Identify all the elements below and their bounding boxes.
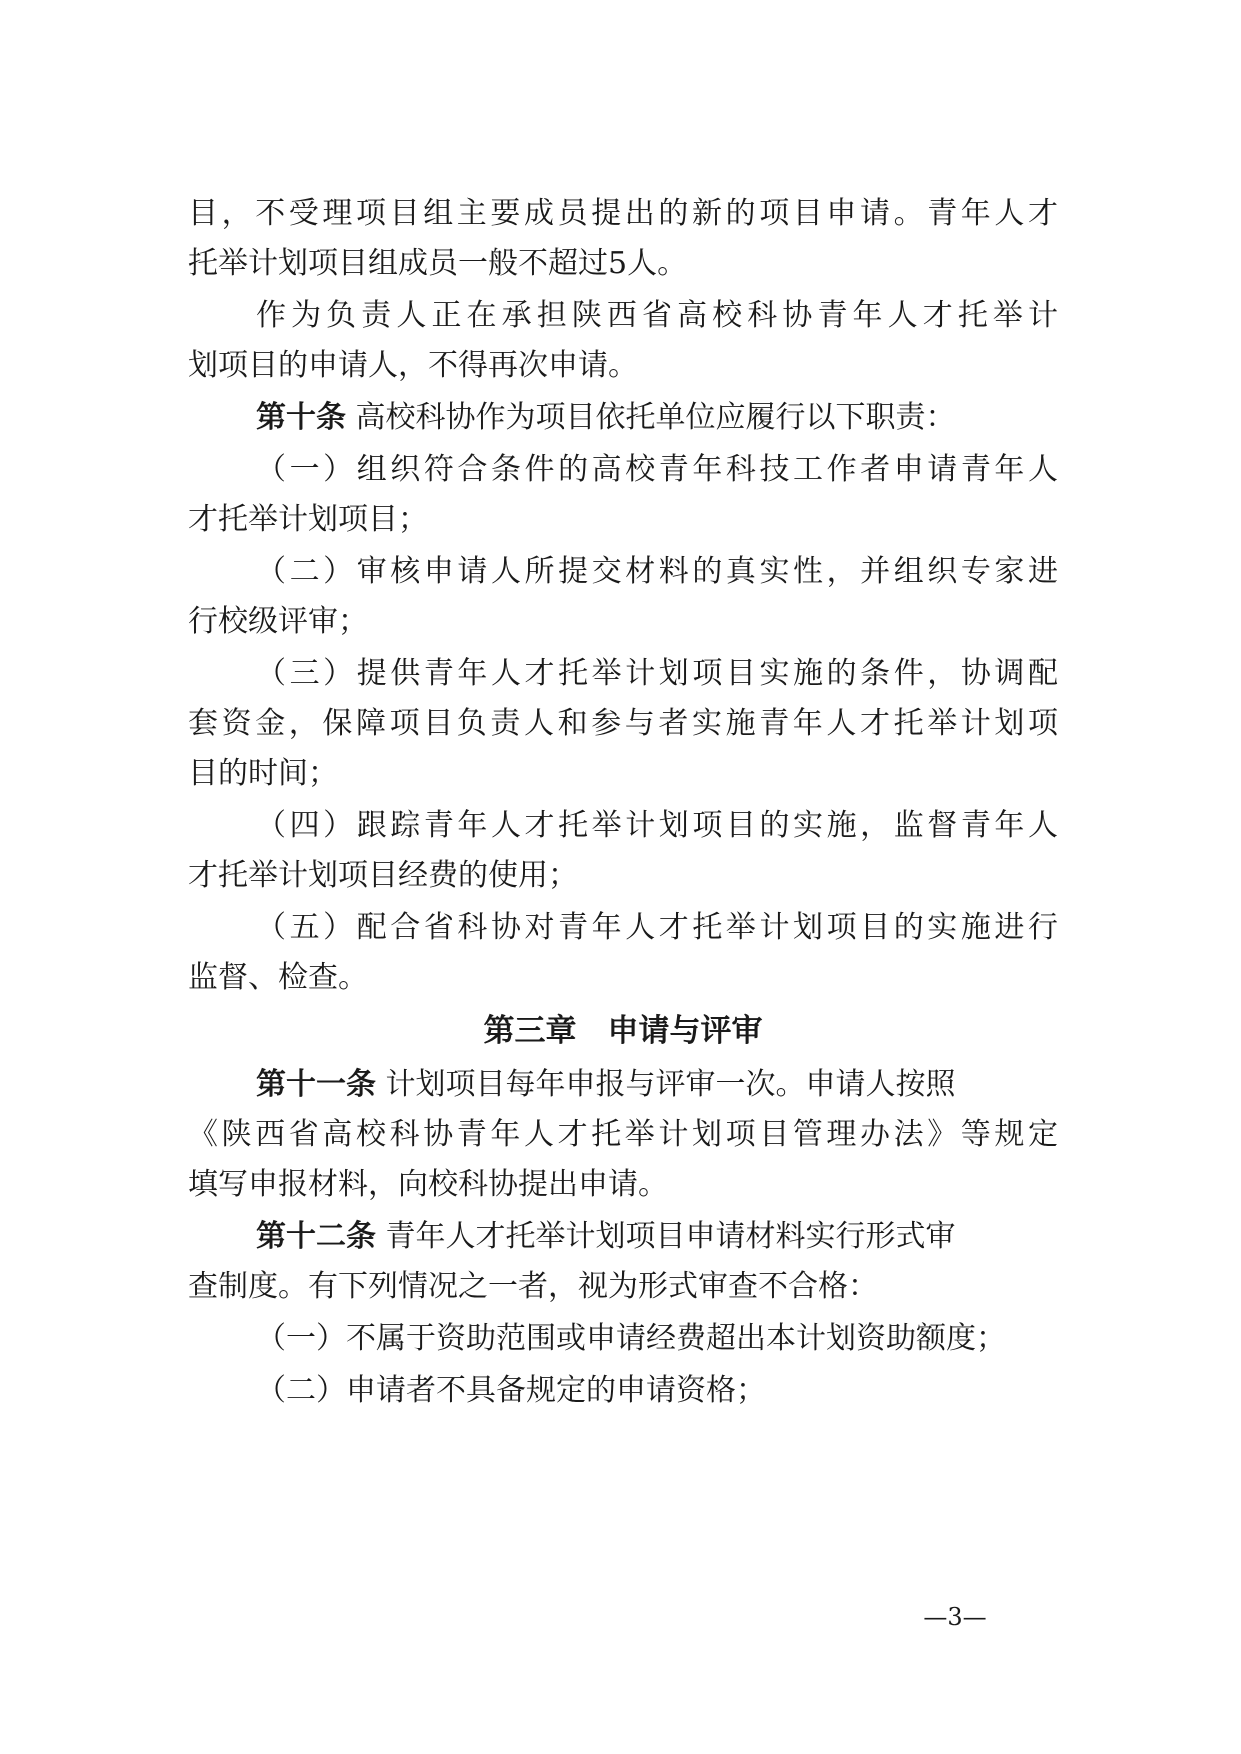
text-line: （三）提供青年人才托举计划项目实施的条件，协调配 <box>256 656 1058 691</box>
text-line: （二）审核申请人所提交材料的真实性，并组织专家进 <box>256 554 1058 589</box>
text-line: （四）跟踪青年人才托举计划项目的实施，监督青年人 <box>256 808 1058 843</box>
text-line: （二）申请者不具备规定的申请资格； <box>256 1373 766 1408</box>
text-line: 作为负责人正在承担陕西省高校科协青年人才托举计 <box>256 298 1058 333</box>
article-10-paragraph <box>256 393 1058 443</box>
text-line: 填写申报材料，向校科协提出申请。 <box>188 1167 668 1202</box>
text-line: 套资金，保障项目负责人和参与者实施青年人才托举计划项 <box>188 706 1058 741</box>
article-12-paragraph <box>256 1212 1058 1262</box>
article-text: 计划项目每年申报与评审一次。申请人按照 <box>385 1067 956 1102</box>
article-label: 第十二条 <box>256 1219 376 1254</box>
text-line: 行校级评审； <box>188 604 368 639</box>
text-line: 《陕西省高校科协青年人才托举计划项目管理办法》等规定 <box>188 1117 1058 1152</box>
text-line: 目，不受理项目组主要成员提出的新的项目申请。青年人才 <box>188 196 1058 231</box>
text-line: 划项目的申请人，不得再次申请。 <box>188 348 638 383</box>
article-text: 青年人才托举计划项目申请材料实行形式审 <box>385 1219 956 1254</box>
page-number: —3— <box>923 1603 987 1631</box>
text-line: （一）组织符合条件的高校青年科技工作者申请青年人 <box>256 452 1058 487</box>
text-line: 才托举计划项目经费的使用； <box>188 858 578 893</box>
article-label: 第十一条 <box>256 1067 376 1102</box>
article-11-paragraph <box>256 1060 1058 1110</box>
article-label: 第十条 <box>256 400 346 435</box>
text-line: 才托举计划项目； <box>188 502 428 537</box>
text-line: 目的时间； <box>188 756 338 791</box>
text-line: 监督、检查。 <box>188 960 368 995</box>
text-line: （五）配合省科协对青年人才托举计划项目的实施进行 <box>256 910 1058 945</box>
text-line: 查制度。有下列情况之一者，视为形式审查不合格： <box>188 1269 878 1304</box>
text-line: 托举计划项目组成员一般不超过5人。 <box>188 246 688 281</box>
article-text: 高校科协作为项目依托单位应履行以下职责： <box>355 400 956 435</box>
text-line: （一）不属于资助范围或申请经费超出本计划资助额度； <box>256 1321 1006 1356</box>
chapter-heading: 第三章 申请与评审 <box>483 1013 763 1049</box>
